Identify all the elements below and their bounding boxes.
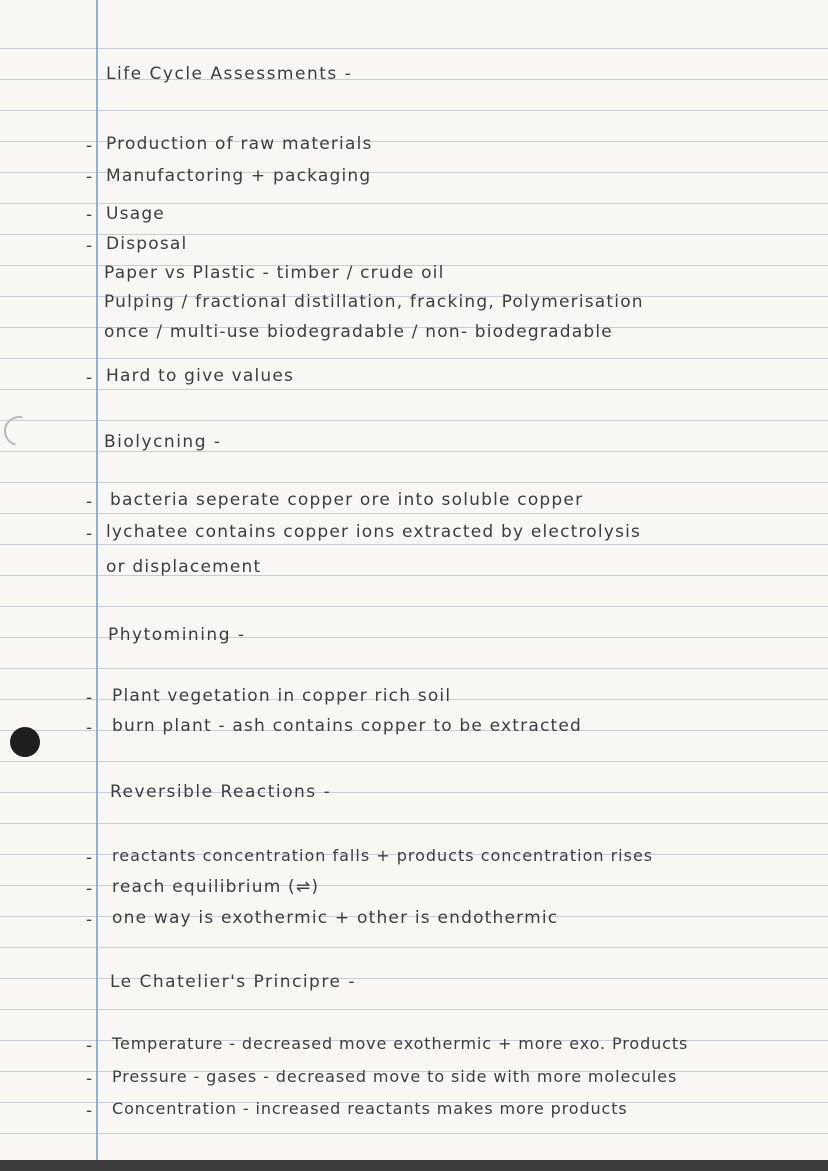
lca-bullet-4: Disposal bbox=[106, 234, 188, 254]
lca-note-2: Pulping / fractional distillation, fracking, Polymerisation bbox=[104, 292, 644, 312]
lca-bullet-1: Production of raw materials bbox=[106, 134, 373, 154]
heading-bioleaching: Biolycning - bbox=[104, 432, 222, 452]
bullet-dash: - bbox=[86, 718, 93, 738]
heading-lca: Life Cycle Assessments - bbox=[106, 64, 353, 84]
punch-hole-ring bbox=[0, 411, 39, 452]
bullet-dash: - bbox=[86, 879, 93, 899]
bullet-dash: - bbox=[86, 205, 93, 225]
heading-le-chatelier: Le Chatelier's Principre - bbox=[110, 972, 356, 992]
bullet-dash: - bbox=[86, 492, 93, 512]
bullet-dash: - bbox=[86, 1101, 93, 1121]
phytomining-bullet-1: Plant vegetation in copper rich soil bbox=[112, 686, 452, 706]
bullet-dash: - bbox=[86, 1069, 93, 1089]
heading-reversible-reactions: Reversible Reactions - bbox=[110, 782, 332, 802]
margin-line bbox=[96, 0, 98, 1171]
bioleaching-bullet-1: bacteria seperate copper ore into soluble copper bbox=[110, 490, 584, 510]
reversible-bullet-1: reactants concentration falls + products concentration rises bbox=[112, 846, 654, 865]
reversible-bullet-2: reach equilibrium (⇌) bbox=[112, 877, 320, 897]
bullet-dash: - bbox=[86, 136, 93, 156]
bioleaching-bullet-2: lychatee contains copper ions extracted by electrolysis bbox=[106, 522, 642, 542]
bullet-dash: - bbox=[86, 236, 93, 256]
lca-bullet-2: Manufactoring + packaging bbox=[106, 166, 372, 186]
bullet-dash: - bbox=[86, 368, 93, 388]
heading-phytomining: Phytomining - bbox=[108, 625, 246, 645]
lca-bullet-3: Usage bbox=[106, 204, 165, 224]
bullet-dash: - bbox=[86, 1036, 93, 1056]
le-chatelier-bullet-1: Temperature - decreased move exothermic + more exo. Products bbox=[112, 1034, 689, 1053]
lca-note-3: once / multi-use biodegradable / non- biodegradable bbox=[104, 322, 613, 342]
lca-note-1: Paper vs Plastic - timber / crude oil bbox=[104, 263, 445, 283]
punch-hole bbox=[10, 727, 40, 757]
reversible-bullet-3: one way is exothermic + other is endothermic bbox=[112, 908, 559, 928]
page-bottom-edge bbox=[0, 1160, 828, 1171]
bullet-dash: - bbox=[86, 524, 93, 544]
bullet-dash: - bbox=[86, 848, 93, 868]
phytomining-bullet-2: burn plant - ash contains copper to be extracted bbox=[112, 716, 583, 736]
le-chatelier-bullet-3: Concentration - increased reactants makes more products bbox=[112, 1099, 628, 1118]
bullet-dash: - bbox=[86, 688, 93, 708]
bullet-dash: - bbox=[86, 167, 93, 187]
bioleaching-continuation: or displacement bbox=[106, 557, 262, 577]
lca-bullet-5: Hard to give values bbox=[106, 366, 295, 386]
le-chatelier-bullet-2: Pressure - gases - decreased move to side with more molecules bbox=[112, 1067, 678, 1086]
bullet-dash: - bbox=[86, 910, 93, 930]
